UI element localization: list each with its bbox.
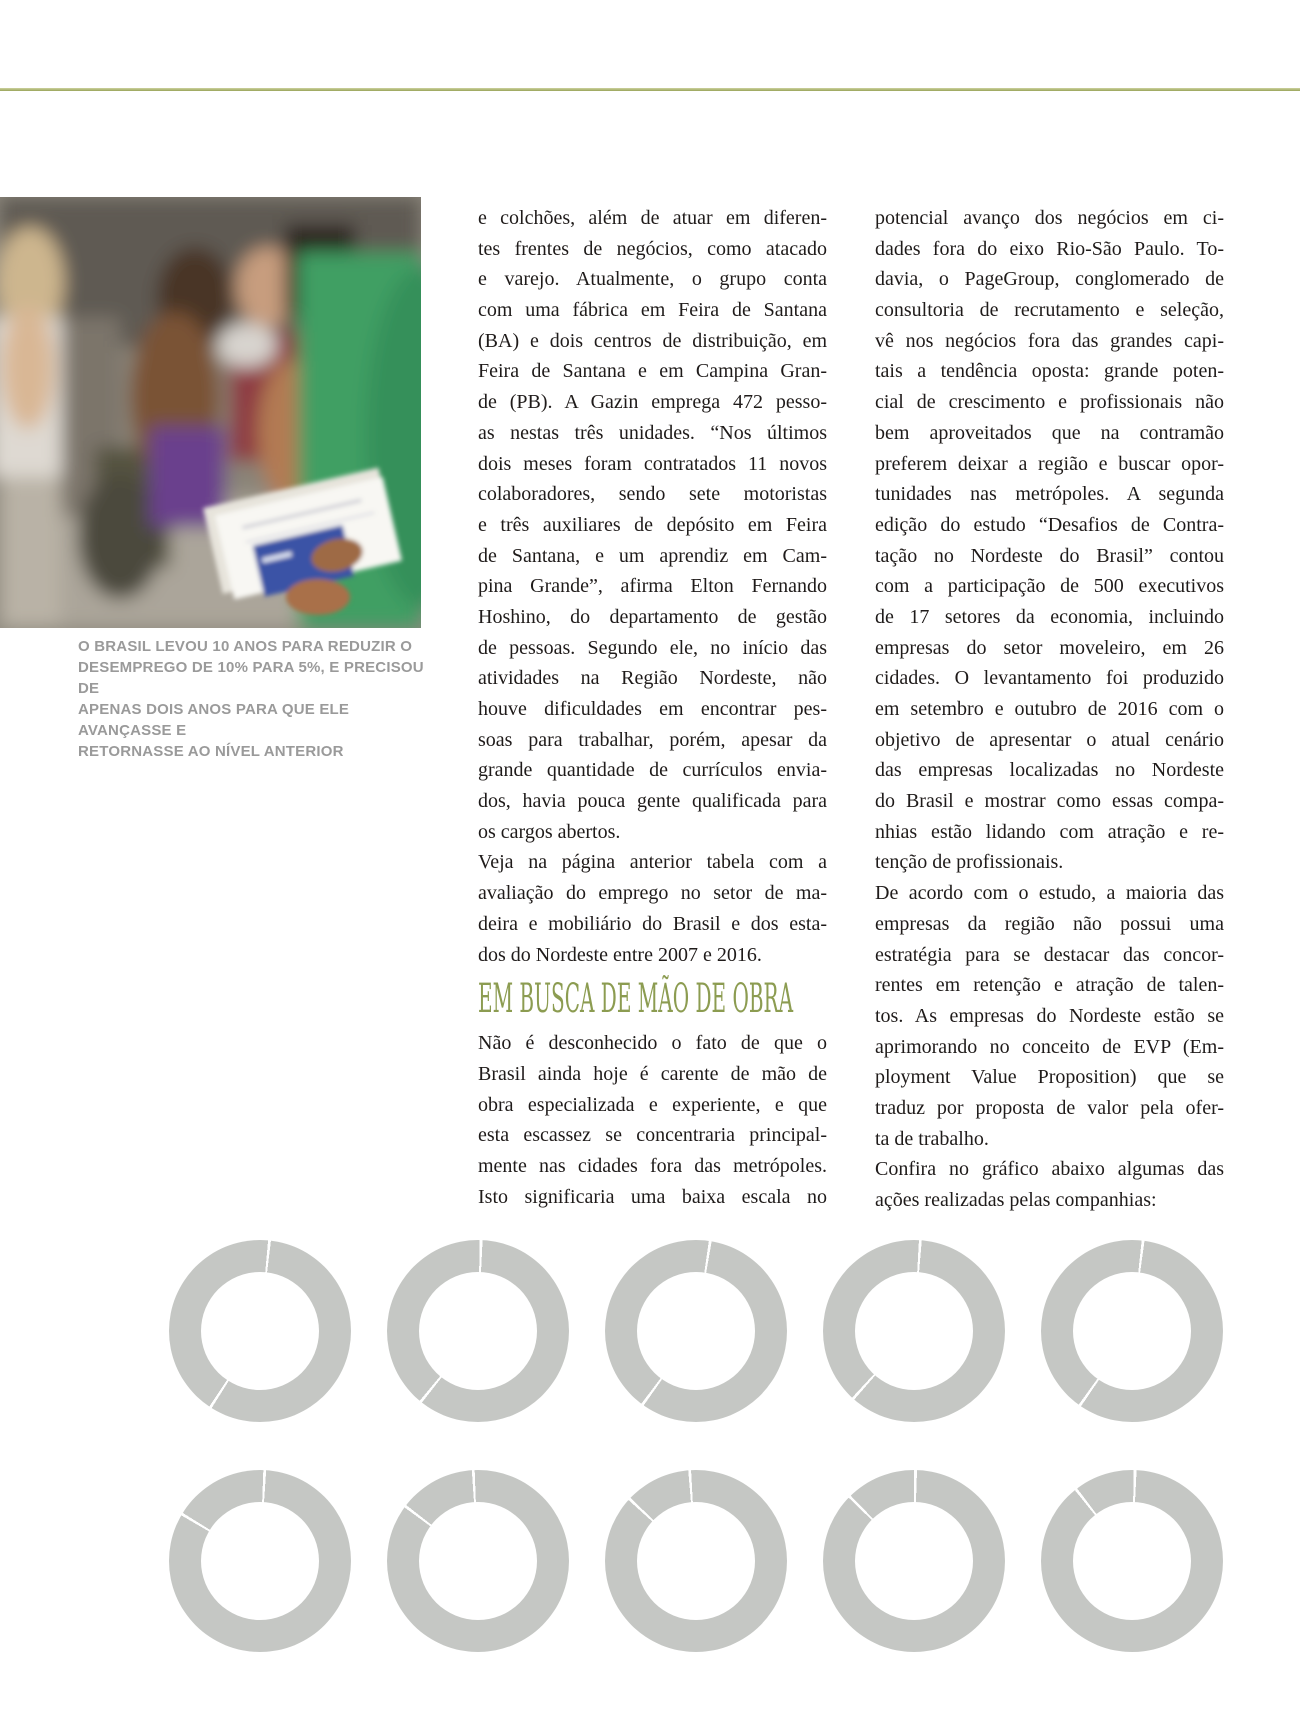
- text-line: em setembro e outubro de 2016 com o: [875, 698, 1224, 720]
- text-line: davia, o PageGroup, conglomerado de: [875, 268, 1224, 291]
- text-line: atividades na Região Nordeste, não: [478, 667, 827, 690]
- text-line: APENAS DOIS ANOS PARA QUE ELE AVANÇASSE E: [78, 701, 350, 739]
- photo-caption: [78, 636, 430, 762]
- unemployment-line-photo: [0, 197, 421, 628]
- text-line: bem aproveitados que na contramão: [875, 421, 1224, 444]
- text-line: colaboradores, sendo sete motoristas: [478, 483, 827, 506]
- donut-hole: [419, 1502, 537, 1620]
- text-line: Veja na página anterior tabela com a: [478, 851, 827, 874]
- article-column-1: [478, 203, 827, 1212]
- donut-hole: [419, 1272, 537, 1390]
- text-line: Isto significaria uma baixa escala no: [478, 1185, 827, 1208]
- text-line: mente nas cidades fora das metrópoles.: [478, 1154, 827, 1177]
- donut-hole: [1073, 1272, 1191, 1390]
- donut-ring-placeholder: [1041, 1240, 1223, 1422]
- text-line: com uma fábrica em Feira de Santana: [478, 299, 827, 322]
- donut-ring-placeholder: [823, 1240, 1005, 1422]
- text-line: de (PB). A Gazin emprega 472 pesso-: [478, 391, 827, 414]
- text-line: objetivo de apresentar o atual cenário: [875, 728, 1224, 751]
- text-line: dades fora do eixo Rio-São Paulo. To-: [875, 237, 1224, 260]
- text-line: Brasil ainda hoje é carente de mão de: [478, 1062, 827, 1085]
- text-line: Confira no gráfico abaixo algumas das: [875, 1158, 1224, 1181]
- text-line: edição do estudo “Desafios de Contra-: [875, 513, 1224, 536]
- text-line: Feira de Santana e em Campina Gran-: [478, 360, 827, 383]
- text-line: nhias estão lidando com atração e re-: [875, 820, 1224, 843]
- donut-ring-placeholder: [387, 1240, 569, 1422]
- donut-ring-placeholder: [169, 1240, 351, 1422]
- column1-lines-before-heading: [478, 203, 827, 970]
- text-line: empresas da região não possui uma: [875, 912, 1224, 935]
- text-line: soas para trabalhar, porém, apesar da: [478, 728, 827, 751]
- text-line: ações realizadas pelas companhias:: [875, 1189, 1157, 1211]
- text-line: de Santana, e um aprendiz em Cam-: [478, 544, 827, 567]
- text-line: tais a tendência oposta: grande poten-: [875, 360, 1224, 383]
- donut-hole: [855, 1502, 973, 1620]
- text-line: preferem deixar a região e buscar opor-: [875, 452, 1224, 475]
- section-heading: [478, 970, 827, 1028]
- section-heading-text: EM BUSCA DE MÃO DE OBRA: [478, 976, 794, 1023]
- donut-hole: [637, 1502, 755, 1620]
- column1-lines-after-heading: [478, 1028, 827, 1212]
- text-line: ta de trabalho.: [875, 1127, 989, 1150]
- text-line: dos do Nordeste entre 2007 e 2016.: [478, 943, 762, 966]
- text-line: Não é desconhecido o fato de que o: [478, 1032, 827, 1055]
- donut-hole: [637, 1272, 755, 1390]
- text-line: potencial avanço dos negócios em ci-: [875, 207, 1224, 229]
- text-line: e varejo. Atualmente, o grupo conta: [478, 268, 827, 291]
- text-line: De acordo com o estudo, a maioria das: [875, 882, 1224, 905]
- text-line: grande quantidade de currículos envia-: [478, 759, 827, 782]
- text-line: aprimorando no conceito de EVP (Em-: [875, 1035, 1224, 1058]
- text-line: com a participação de 500 executivos: [875, 575, 1224, 598]
- donut-ring-placeholder: [1041, 1470, 1223, 1652]
- text-line: cial de crescimento e profissionais não: [875, 391, 1224, 414]
- text-line: houve dificuldades em encontrar pes-: [478, 698, 827, 720]
- article-column-2: [875, 203, 1224, 1216]
- donut-hole: [201, 1502, 319, 1620]
- donut-ring-placeholder: [823, 1470, 1005, 1652]
- text-line: do Brasil e mostrar como essas compa-: [875, 790, 1224, 813]
- text-line: avaliação do emprego no setor de ma-: [478, 882, 827, 905]
- text-line: rentes em retenção e atração de talen-: [875, 974, 1224, 997]
- donut-hole: [855, 1272, 973, 1390]
- text-line: estratégia para se destacar das concor-: [875, 943, 1224, 966]
- donut-ring-placeholder: [605, 1470, 787, 1652]
- text-line: empresas do setor moveleiro, em 26: [875, 636, 1224, 659]
- text-line: vê nos negócios fora das grandes capi-: [875, 329, 1224, 352]
- text-line: dos, havia pouca gente qualificada para: [478, 790, 827, 813]
- donut-ring-placeholder: [387, 1470, 569, 1652]
- text-line: obra especializada e experiente, e que: [478, 1093, 827, 1116]
- text-line: traduz por proposta de valor pela ofer-: [875, 1096, 1224, 1119]
- text-line: das empresas localizadas no Nordeste: [875, 759, 1224, 782]
- text-line: pina Grande”, afirma Elton Fernando: [478, 575, 827, 598]
- text-line: Hoshino, do departamento de gestão: [478, 605, 827, 628]
- text-line: as nestas três unidades. “Nos últimos: [478, 421, 827, 444]
- text-line: ployment Value Proposition) que se: [875, 1066, 1224, 1089]
- photo-illustration: [0, 197, 421, 628]
- text-line: DESEMPREGO DE 10% PARA 5%, E PRECISOU DE: [78, 659, 424, 697]
- top-rule: [0, 88, 1300, 91]
- text-line: de 17 setores da economia, incluindo: [875, 605, 1224, 628]
- text-line: tes frentes de negócios, como atacado: [478, 237, 827, 260]
- donut-hole: [201, 1272, 319, 1390]
- text-line: os cargos abertos.: [478, 820, 621, 843]
- text-line: deira e mobiliário do Brasil e dos esta-: [478, 912, 827, 935]
- donut-ring-placeholder: [169, 1470, 351, 1652]
- text-line: tos. As empresas do Nordeste estão se: [875, 1004, 1224, 1027]
- text-line: consultoria de recrutamento e seleção,: [875, 299, 1224, 322]
- text-line: tenção de profissionais.: [875, 851, 1064, 874]
- text-line: esta escassez se concentraria principal-: [478, 1124, 827, 1147]
- text-line: tação no Nordeste do Brasil” contou: [875, 544, 1224, 567]
- text-line: cidades. O levantamento foi produzido: [875, 667, 1224, 690]
- donut-ring-placeholder: [605, 1240, 787, 1422]
- text-line: de pessoas. Segundo ele, no início das: [478, 636, 827, 659]
- text-line: O BRASIL LEVOU 10 ANOS PARA REDUZIR O: [78, 638, 413, 655]
- text-line: dois meses foram contratados 11 novos: [478, 452, 827, 475]
- text-line: e colchões, além de atuar em diferen-: [478, 207, 827, 229]
- text-line: tunidades nas metrópoles. A segunda: [875, 483, 1224, 506]
- text-line: RETORNASSE AO NÍVEL ANTERIOR: [78, 743, 344, 760]
- donut-hole: [1073, 1502, 1191, 1620]
- text-line: (BA) e dois centros de distribuição, em: [478, 329, 827, 352]
- text-line: e três auxiliares de depósito em Feira: [478, 513, 827, 536]
